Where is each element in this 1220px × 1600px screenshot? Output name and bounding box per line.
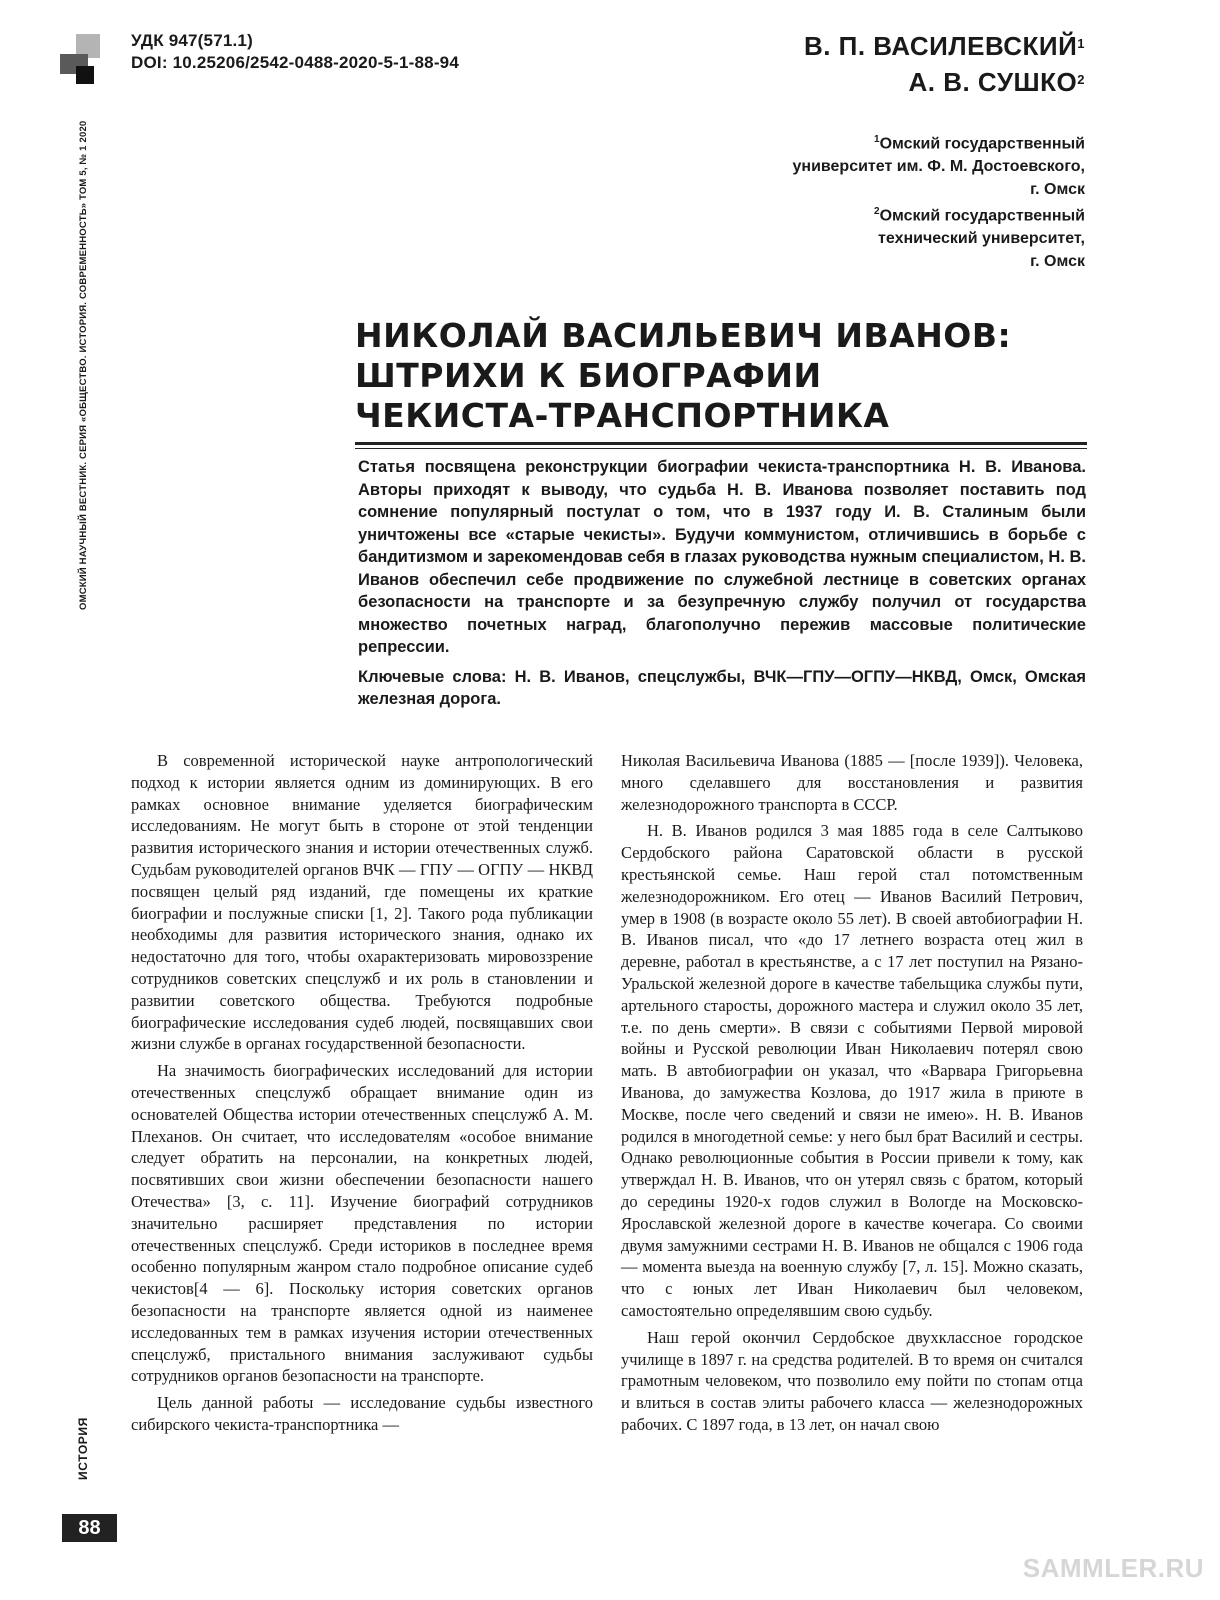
title-rule (355, 442, 1087, 445)
keywords: Ключевые слова: Н. В. Иванов, спецслужбы, ВЧК—ГПУ—ОГПУ—НКВД, Омск, Омская железная дорога. (358, 667, 1086, 708)
paragraph: Цель данной работы — исследование судьбы известного сибирского чекиста-транспортника — (131, 1393, 593, 1434)
page-number: 88 (62, 1514, 117, 1542)
paragraph: На значимость биографических исследований для истории отечественных спецслужб обращает внимание один из основателей Общества истории отечественных спецслужб А. М. Плеханов. Он считает, что исследователям «особое внимание следует обратить на персоналии, на конкретных людей, посвятивших свои жизни обеспечении безопасности нашего Отечества» [3, с. 11]. Изучение биографий сотрудников значительно расширяет представления по истории отечественных спецслужб. Среди историков в последнее время особенно популярным жанром стало подробное описание судеб чекистов[4 — 6]. Поскольку история советских органов безопасности на транспорте является одной из наименее исследованных тем в рамках изучения истории отечественных спецслужб, пристального внимания заслуживают судьбы сотрудников органов безопасности на транспорте. (131, 1061, 593, 1386)
article-identifiers (131, 30, 459, 74)
section-label: ИСТОРИЯ (76, 1417, 90, 1480)
paragraph: Н. В. Иванов родился 3 мая 1885 года в селе Салтыково Сердобского района Саратовской области в русской крестьянской семье. Наш герой стал потомственным железнодорожником. Его отец — Иванов Василий Петрович, умер в 1908 (в возрасте около 55 лет). В своей автобиографии Н. В. Иванов писал, что «до 17 летнего возраста отец жил в деревне, работал в крестьянстве, а с 17 лет поступил на Рязано-Уральской железной дороге в качестве табельщика службы пути, артельного старосты, дорожного мастера и служил около 35 лет, т.е. по день смерти». В связи с событиями Первой мировой войны и Русской революции Иван Николаевич потерял свою мать. В автобиографии он указал, что «Варвара Григорьевна Иванова, до замужества Козлова, до 1917 жила в приюте в Москве, после чего сведений и связи не имею». Н. В. Иванов родился в многодетной семье: у него был брат Василий и сестры. Однако революционные события в России привели к тому, как утверждал Н. В. Иванов, что он утерял связь с братом, который до середины 1920-х годов служил в Вологде на Московско-Ярославской железной дороге в качестве кочегара. Со своими двумя замужними сестрами Н. В. Иванов не общался с 1906 года — момента выезда на военную службу [7, л. 15]. Можно сказать, что с юных лет Иван Николаевич был человеком, самостоятельно определявшим свою судьбу. (621, 821, 1083, 1320)
abstract-text: Статья посвящена реконструкции биографии чекиста-транспортника Н. В. Иванова. Авторы приходят к выводу, что судьба Н. В. Иванова позволяет поставить под сомнение популярный постулат о том, что в 1937 году И. В. Сталиным были уничтожены все «старые чекисты». Будучи коммунистом, отличившись в борьбе с бандитизмом и зарекомендовав себя в глазах руководства нужным специалистом, Н. В. Иванов обеспечил себе продвижение по служебной лестнице в советских органах безопасности на транспорте и за безупречную службу получил от государства множество почетных наград, благополучно пережив массовые политические репрессии. (358, 458, 1086, 656)
journal-running-title: ОМСКИЙ НАУЧНЫЙ ВЕСТНИК. СЕРИЯ «ОБЩЕСТВО. ИСТОРИЯ. СОВРЕМЕННОСТЬ» ТОМ 5, № 1 2020 (78, 120, 89, 610)
author-2: А. В. СУШКО$^2$ (908, 67, 1085, 97)
body-column-right (621, 750, 1083, 1441)
authors (804, 28, 1085, 100)
logo-square-dark (76, 66, 94, 84)
abstract (358, 456, 1086, 711)
body-column-left (131, 750, 593, 1441)
paragraph-continued: Николая Васильевича Иванова (1885 — [после 1939]). Человека, много сделавшего для восстановления и развития железнодорожного транспорта в СССР. (621, 751, 1083, 814)
doi: DOI: 10.25206/2542-0488-2020-5-1-88-94 (131, 53, 459, 72)
author-2-affil-mark: 2 (1077, 72, 1085, 87)
udk-code: УДК 947(571.1) (131, 31, 253, 50)
affiliation-2: $^2$Омский государственный технический университет, г. Омск (874, 206, 1085, 271)
watermark: SAMMLER.RU (1022, 1553, 1204, 1583)
author-1: В. П. ВАСИЛЕВСКИЙ$^1$ (803, 31, 1085, 61)
title-rule-thin (355, 448, 1087, 449)
paragraph: Наш герой окончил Сердобское двухклассное городское училище в 1897 г. на средства родителей. В то время он считался грамотным человеком, что позволило ему пойти по стопам отца и влиться в состав элиты рабочего класса — железнодорожных рабочих. С 1897 года, в 13 лет, он начал свою (621, 1327, 1083, 1434)
affiliation-1: $^1$Омский государственный университет им. Ф. М. Достоевского, г. Омск (792, 134, 1085, 199)
article-title: НИКОЛАЙ ВАСИЛЬЕВИЧ ИВАНОВ: ШТРИХИ К БИОГРАФИИ ЧЕКИСТА-ТРАНСПОРТНИКА (355, 316, 1012, 435)
author-1-affil-mark: 1 (1077, 36, 1085, 51)
paragraph: В современной исторической науке антропологический подход к истории является одним из доминирующих. В его рамках основное внимание уделяется биографическим исследованиям. Не могут быть в стороне от этой тенденции развития исторического знания и истории отечественных служб. Судьбам руководителей органов ВЧК — ГПУ — ОГПУ — НКВД посвящен целый ряд изданий, где помещены их краткие биографии и послужные списки [1, 2]. Такого рода публикации необходимы для развития исторического знания, однако их недостаточно для того, чтобы охарактеризовать мировоззрение сотрудников советских спецслужб и их роль в становлении и развитии советского общества. Требуются подробные биографические исследования судеб людей, посвящавших свои жизни службе в органах государственной безопасности. (131, 751, 593, 1054)
